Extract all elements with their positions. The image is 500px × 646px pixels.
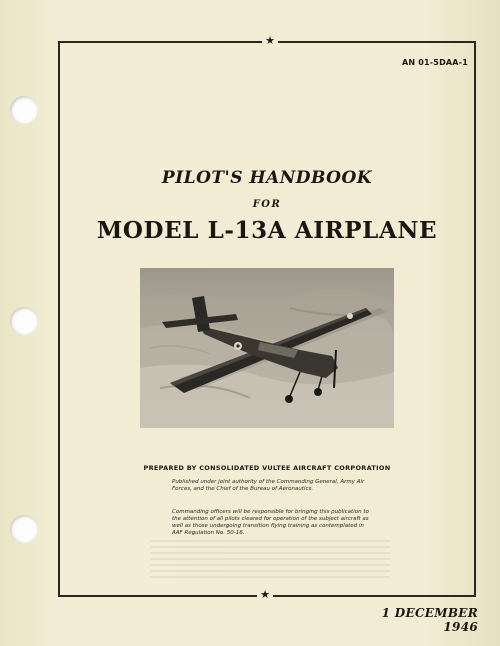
instruction-paragraph: Commanding officers will be responsible for bringing this publication to the attention of all pilots cleared for operation of the subject aircraft as well as those undergoing transition flying training as contemplated in AAF Regulation No. 50-16. [172,509,369,536]
aircraft-photo [140,268,394,428]
title-for: FOR [252,199,282,210]
authority-paragraph: Published under joint authority of the Commanding General, Army Air Forces, and the Chief of the Bureau of Aeronautics. [172,479,365,492]
star-icon: ★ [257,589,273,601]
handbook-title: PILOT'S HANDBOOK [161,168,373,188]
document-number: AN 01-5DAA-1 [401,58,468,67]
binder-hole [10,96,38,124]
binder-hole [10,515,38,543]
prepared-by: PREPARED BY CONSOLIDATED VULTEE AIRCRAFT CORPORATION [143,464,391,472]
publication-date: 1 DECEMBER 1946 [381,606,478,634]
star-icon: ★ [262,35,278,47]
binder-hole [10,307,38,335]
airplane-icon [140,268,394,428]
model-title: MODEL L-13A AIRPLANE [96,217,438,244]
bleed-through-text [150,540,390,582]
